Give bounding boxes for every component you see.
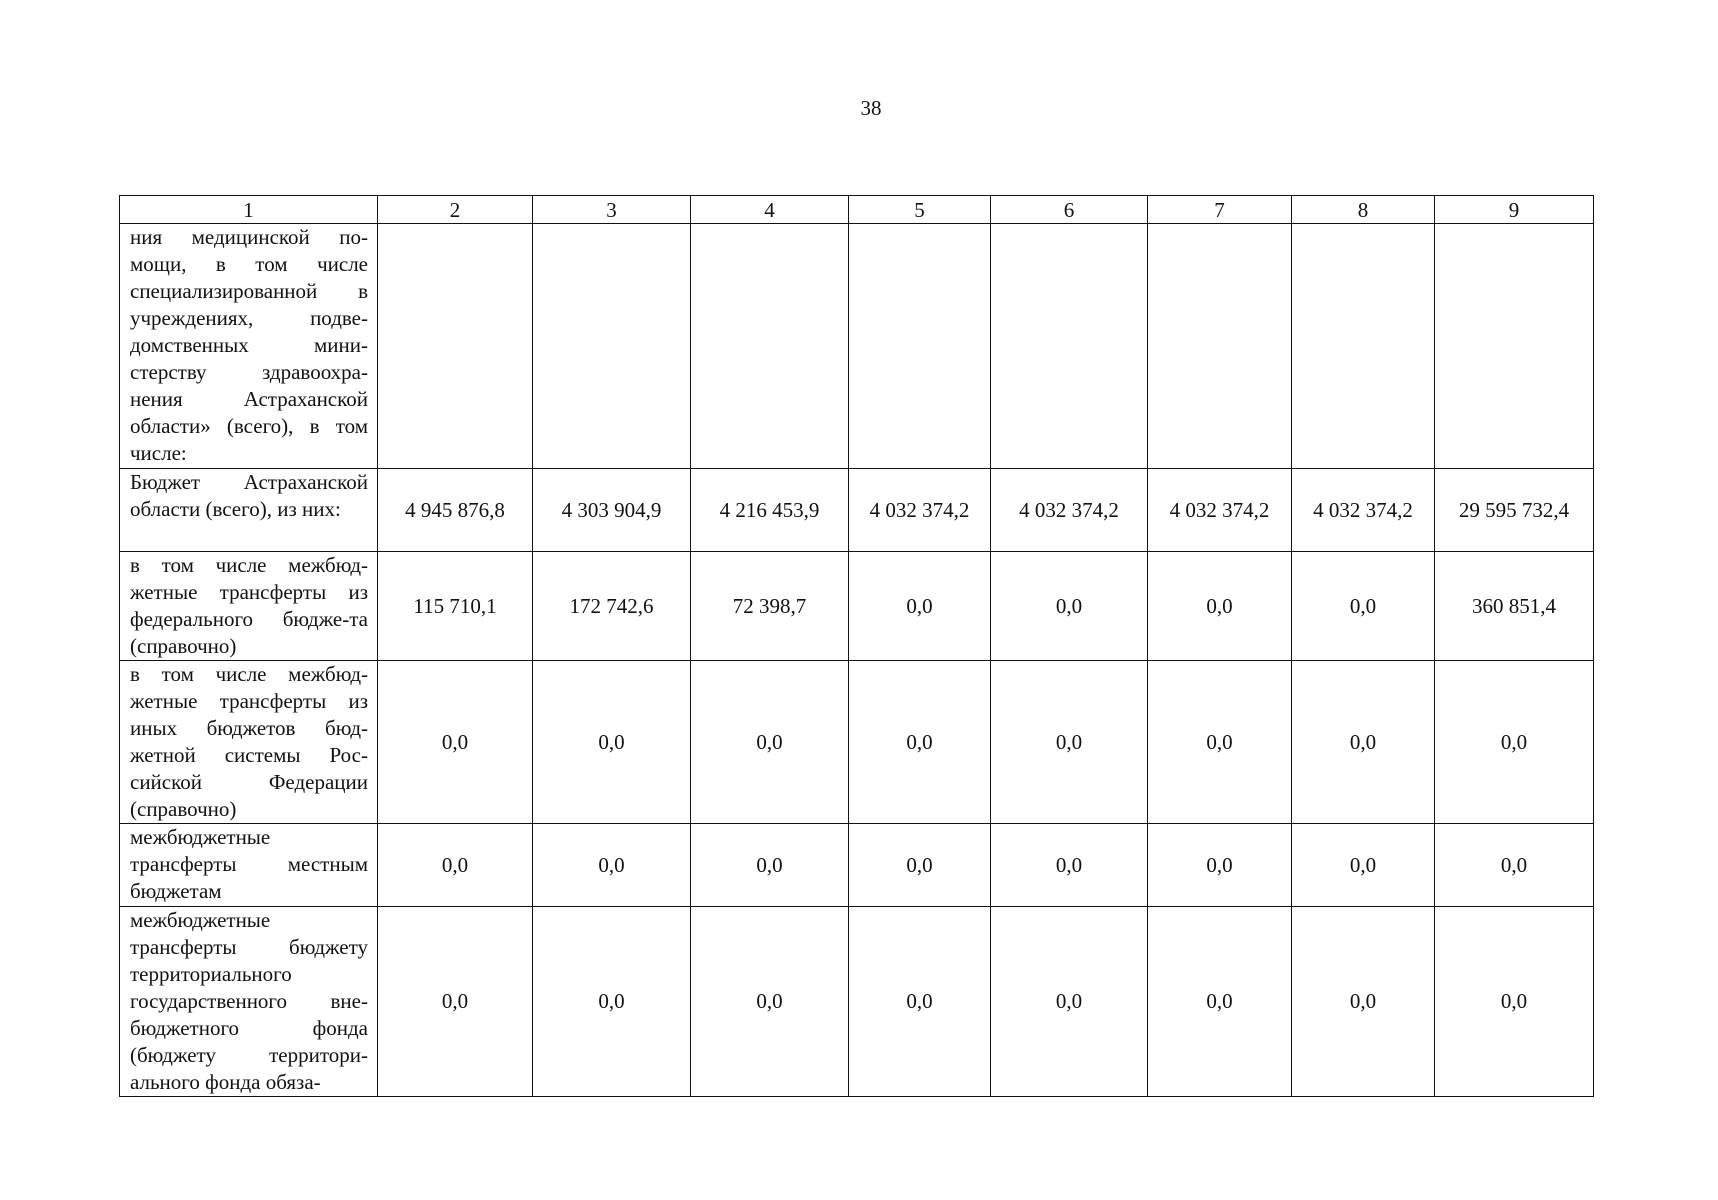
table-cell [1292,224,1435,469]
table-cell: 4 216 453,9 [691,469,849,552]
budget-table [119,195,1594,1097]
table-cell: 0,0 [1292,907,1435,1097]
table-row [120,469,1594,552]
column-header-7: 7 [1148,196,1292,224]
table-cell: 4 032 374,2 [1292,469,1435,552]
table-cell: 0,0 [1292,824,1435,907]
column-header-8: 8 [1292,196,1435,224]
row-label: межбюджетные трансферты бюджету территориального государственного вне-бюджетного фонда (бюджету территори-ального фонда обяза- [120,907,378,1097]
table-cell [849,224,991,469]
table-cell: 0,0 [1435,661,1594,824]
table-cell: 4 032 374,2 [849,469,991,552]
table-cell: 0,0 [533,661,691,824]
table-cell: 0,0 [1148,907,1292,1097]
table-cell: 172 742,6 [533,552,691,661]
table-row [120,907,1594,1097]
column-header-9: 9 [1435,196,1594,224]
row-label: межбюджетные трансферты местным бюджетам [120,824,378,907]
table-cell: 0,0 [691,824,849,907]
table-cell [1435,224,1594,469]
table-cell: 0,0 [1435,824,1594,907]
table-cell: 4 032 374,2 [991,469,1148,552]
row-label: в том числе межбюд-жетные трансферты из иных бюджетов бюд-жетной системы Рос-сийской Федерации (справочно) [120,661,378,824]
table-cell: 0,0 [1148,552,1292,661]
table-cell [378,224,533,469]
table-cell: 0,0 [849,552,991,661]
table-cell [1148,224,1292,469]
table-cell: 29 595 732,4 [1435,469,1594,552]
table-cell: 0,0 [991,552,1148,661]
table-cell [533,224,691,469]
table-cell: 0,0 [991,907,1148,1097]
table-cell: 0,0 [1148,661,1292,824]
table-cell: 0,0 [1292,661,1435,824]
page-number: 38 [860,96,882,120]
table-cell: 0,0 [849,824,991,907]
table-cell: 0,0 [1435,907,1594,1097]
table-cell: 4 945 876,8 [378,469,533,552]
table-cell: 0,0 [691,661,849,824]
row-label: ния медицинской по-мощи, в том числе специализированной в учреждениях, подве-домственных мини-стерству здравоохра-нения Астраханской области» (всего), в том числе: [120,224,378,469]
table-cell: 0,0 [533,824,691,907]
table-cell: 0,0 [378,907,533,1097]
row-label: в том числе межбюд-жетные трансферты из федерального бюдже-та (справочно) [120,552,378,661]
table-cell: 72 398,7 [691,552,849,661]
table-cell: 360 851,4 [1435,552,1594,661]
table-row [120,552,1594,661]
table-cell: 0,0 [533,907,691,1097]
table-cell: 0,0 [991,824,1148,907]
column-header-6: 6 [991,196,1148,224]
table-cell: 0,0 [691,907,849,1097]
table-cell [991,224,1148,469]
table-cell: 0,0 [378,661,533,824]
table-cell: 115 710,1 [378,552,533,661]
column-header-2: 2 [378,196,533,224]
column-header-5: 5 [849,196,991,224]
table-cell: 0,0 [849,661,991,824]
table-cell: 0,0 [849,907,991,1097]
column-header-1: 1 [120,196,378,224]
table-cell: 0,0 [1148,824,1292,907]
table-row [120,824,1594,907]
column-header-3: 3 [533,196,691,224]
table-cell: 0,0 [1292,552,1435,661]
table-cell [691,224,849,469]
table-row [120,661,1594,824]
header-row [120,196,1594,224]
row-label: Бюджет Астраханской области (всего), из них: [120,469,378,552]
table-row [120,224,1594,469]
column-header-4: 4 [691,196,849,224]
table-cell: 0,0 [991,661,1148,824]
table-cell: 4 032 374,2 [1148,469,1292,552]
table-cell: 0,0 [378,824,533,907]
table-cell: 4 303 904,9 [533,469,691,552]
